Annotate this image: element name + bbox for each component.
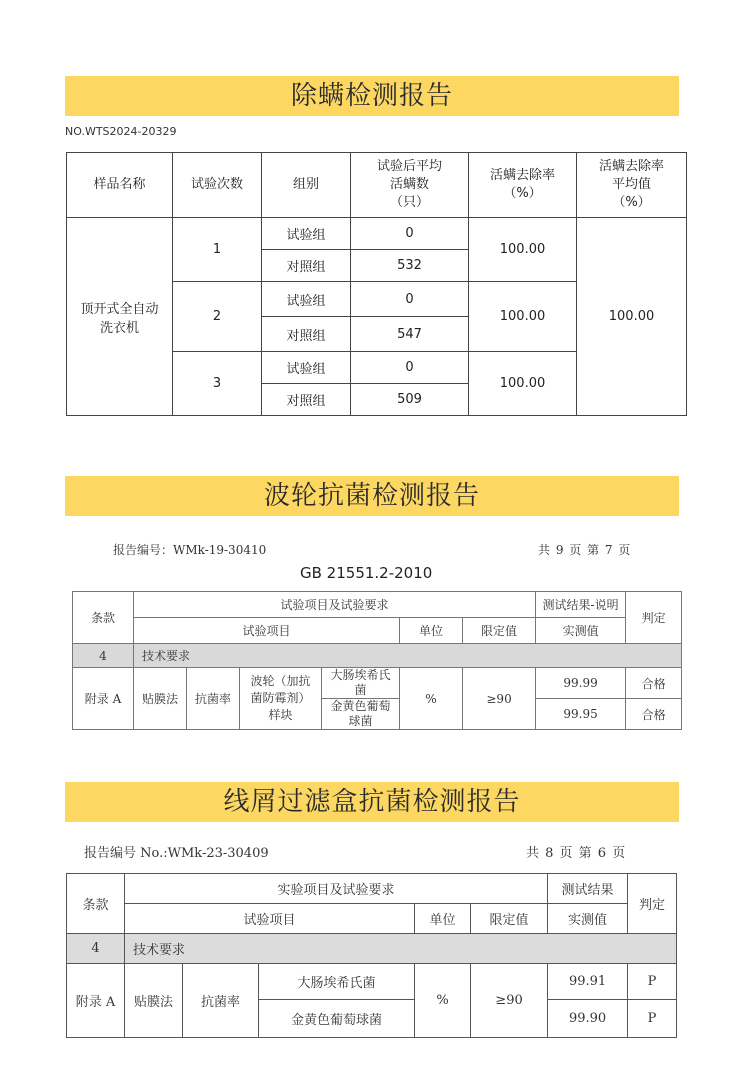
lint-filter-report-title: 线屑过滤盒抗菌检测报告	[65, 782, 679, 822]
sample-name-line2: 洗衣机	[99, 320, 139, 336]
mite-report-table	[66, 152, 687, 416]
bacteria2-line1: 金黄色葡萄	[330, 699, 391, 713]
limit-value: ≥90	[471, 964, 548, 1038]
header-result-description: 测试结果-说明	[536, 592, 626, 618]
measured-value: 99.99	[536, 668, 626, 699]
group-label: 试验组	[262, 352, 351, 384]
sample-name-line1: 顶开式全自动	[80, 301, 159, 317]
measured-value: 99.90	[548, 1000, 628, 1038]
appendix-label: 附录 A	[67, 964, 125, 1038]
unit-value: %	[415, 964, 471, 1038]
header-removal-line1: 活螨去除率	[489, 168, 555, 183]
bacteria2-line2: 球菌	[348, 714, 373, 728]
specimen-label	[240, 668, 322, 730]
header-group: 组别	[262, 153, 351, 218]
table-row	[73, 644, 682, 668]
header-result: 测试结果	[548, 874, 628, 904]
header-measured: 实测值	[536, 618, 626, 644]
mite-count: 532	[351, 250, 469, 282]
impeller-report-number: 报告编号：WMk-19-30410	[113, 543, 267, 557]
impeller-report-table	[72, 591, 682, 730]
table-row	[67, 934, 677, 964]
removal-rate: 100.00	[469, 282, 577, 352]
method-label: 贴膜法	[125, 964, 183, 1038]
removal-rate: 100.00	[469, 352, 577, 416]
measured-value: 99.91	[548, 964, 628, 1000]
table-header-row	[67, 153, 687, 218]
verdict-value: 合格	[626, 699, 682, 730]
header-unit: 单位	[415, 904, 471, 934]
header-items-requirements: 实验项目及试验要求	[125, 874, 548, 904]
group-label: 对照组	[262, 317, 351, 352]
header-avg-mites-line1: 试验后平均	[376, 159, 442, 174]
lint-filter-page-info: 共 8 页 第 6 页	[526, 846, 627, 861]
bacteria-label	[322, 699, 400, 730]
group-label: 试验组	[262, 282, 351, 317]
lint-filter-report-table	[66, 873, 677, 1038]
specimen-line3: 样块	[268, 708, 293, 722]
mite-count: 0	[351, 218, 469, 250]
group-label: 试验组	[262, 218, 351, 250]
group-label: 对照组	[262, 384, 351, 416]
run-number: 3	[173, 352, 262, 416]
header-removal-rate	[469, 153, 577, 218]
header-test-item: 试验项目	[134, 618, 400, 644]
header-avg-removal-line2: 平均值	[611, 177, 651, 192]
mite-report-title: 除螨检测报告	[65, 76, 679, 116]
header-avg-removal-line3: （%）	[612, 195, 651, 210]
header-verdict: 判定	[626, 592, 682, 644]
table-header-row	[73, 618, 682, 644]
mite-count: 0	[351, 352, 469, 384]
lint-filter-report-number: 报告编号 No.:WMk-23-30409	[84, 846, 269, 861]
table-header-row	[67, 904, 677, 934]
unit-value: %	[400, 668, 463, 730]
clause-text: 技术要求	[125, 934, 677, 964]
header-avg-mites-line3: （只）	[389, 195, 429, 210]
table-row	[67, 964, 677, 1000]
property-label: 抗菌率	[183, 964, 259, 1038]
header-avg-mites	[351, 153, 469, 218]
mite-report-number: NO.WTS2024-20329	[65, 125, 177, 138]
header-limit: 限定值	[471, 904, 548, 934]
header-measured: 实测值	[548, 904, 628, 934]
avg-removal-rate: 100.00	[577, 218, 687, 416]
method-label: 贴膜法	[134, 668, 187, 730]
header-clause: 条款	[73, 592, 134, 644]
bacteria-label	[322, 668, 400, 699]
table-row	[73, 668, 682, 699]
header-unit: 单位	[400, 618, 463, 644]
table-header-row	[73, 592, 682, 618]
run-number: 1	[173, 218, 262, 282]
group-label: 对照组	[262, 250, 351, 282]
bacteria-label: 大肠埃希氏菌	[259, 964, 415, 1000]
header-runs: 试验次数	[173, 153, 262, 218]
measured-value: 99.95	[536, 699, 626, 730]
impeller-page-info: 共 9 页 第 7 页	[538, 543, 632, 557]
standard-number: GB 21551.2-2010	[300, 564, 433, 582]
mite-count: 0	[351, 282, 469, 317]
header-verdict: 判定	[628, 874, 677, 934]
header-clause: 条款	[67, 874, 125, 934]
specimen-line1: 波轮（加抗	[250, 674, 311, 688]
header-limit: 限定值	[463, 618, 536, 644]
mite-count: 547	[351, 317, 469, 352]
header-test-item: 试验项目	[125, 904, 415, 934]
header-avg-removal	[577, 153, 687, 218]
sample-name-cell	[67, 218, 173, 416]
removal-rate: 100.00	[469, 218, 577, 282]
appendix-label: 附录 A	[73, 668, 134, 730]
specimen-line2: 菌防霉剂）	[250, 691, 311, 705]
verdict-value: 合格	[626, 668, 682, 699]
limit-value: ≥90	[463, 668, 536, 730]
table-row	[67, 218, 687, 250]
mite-count: 509	[351, 384, 469, 416]
bacteria-label: 金黄色葡萄球菌	[259, 1000, 415, 1038]
verdict-value: P	[628, 1000, 677, 1038]
property-label: 抗菌率	[187, 668, 240, 730]
clause-text: 技术要求	[134, 644, 682, 668]
header-sample: 样品名称	[67, 153, 173, 218]
header-removal-line2: （%）	[503, 186, 542, 201]
header-avg-mites-line2: 活螨数	[389, 177, 429, 192]
clause-number: 4	[67, 934, 125, 964]
table-header-row	[67, 874, 677, 904]
impeller-report-title: 波轮抗菌检测报告	[65, 476, 679, 516]
run-number: 2	[173, 282, 262, 352]
bacteria1-line1: 大肠埃希氏	[330, 668, 391, 682]
clause-number: 4	[73, 644, 134, 668]
header-items-requirements: 试验项目及试验要求	[134, 592, 536, 618]
bacteria1-line2: 菌	[354, 683, 367, 697]
header-avg-removal-line1: 活螨去除率	[598, 159, 664, 174]
verdict-value: P	[628, 964, 677, 1000]
